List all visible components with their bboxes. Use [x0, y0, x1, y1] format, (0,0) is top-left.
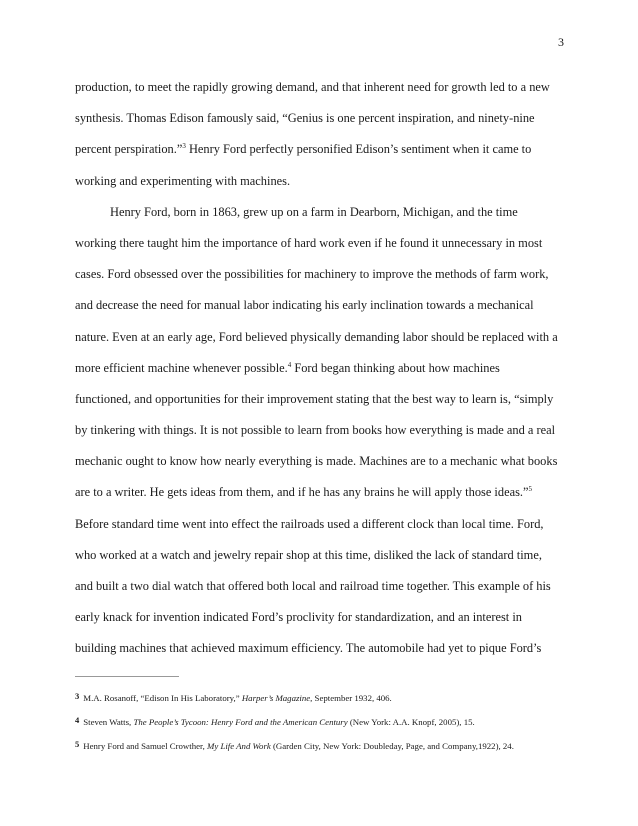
- footnotes: [75, 684, 585, 756]
- text-segment: more efficient machine whenever possible.: [75, 360, 288, 375]
- footnote-number: 3: [75, 691, 80, 701]
- footnote-separator: [75, 676, 179, 677]
- footnote-text: Henry Ford and Samuel Crowther,: [83, 741, 208, 751]
- text-line: [75, 477, 575, 508]
- footnote-4: [75, 708, 585, 732]
- text-line: and built a two dial watch that offered both local and railroad time together. This example of his: [75, 579, 551, 593]
- text-segment: Henry Ford perfectly personified Edison’s sentiment when it came to: [185, 142, 532, 157]
- footnote-title: My Life And Work: [207, 741, 271, 751]
- text-line: synthesis. Thomas Edison famously said, “Genius is one percent inspiration, and ninety-nine: [75, 111, 535, 126]
- text-line: and decrease the need for manual labor indicating his early inclination towards a mechanical: [75, 298, 534, 313]
- body-text: [75, 72, 575, 665]
- footnote-number: 5: [75, 739, 80, 749]
- text-line: mechanic ought to know how nearly everything is made. Machines are to a mechanic what books: [75, 454, 558, 469]
- text-segment: percent perspiration.”: [75, 142, 183, 157]
- footnote-number: 4: [75, 715, 80, 725]
- footnote-text: Steven Watts,: [83, 717, 134, 727]
- text-line: early knack for invention indicated Ford’s proclivity for standardization, and an interest in: [75, 610, 522, 625]
- text-line: Before standard time went into effect the railroads used a different clock than local time. Ford,: [75, 516, 544, 531]
- footnote-text: M.A. Rosanoff, “Edison In His Laboratory,”: [83, 693, 242, 703]
- page-number: 3: [558, 35, 564, 49]
- footnote-title: Harper’s Magazine: [241, 693, 311, 703]
- footnote-5: [75, 732, 585, 756]
- text-line: production, to meet the rapidly growing demand, and that inherent need for growth led to a new: [75, 80, 550, 94]
- footnote-title: The People’s Tycoon: Henry Ford and the American Century: [133, 717, 348, 727]
- footnote-text: (Garden City, New York: Doubleday, Page, and Company,1922), 24.: [270, 741, 514, 751]
- footnote-ref-4[interactable]: 4: [287, 360, 292, 369]
- text-line: [75, 134, 575, 165]
- footnote-text: (New York: A.A. Knopf, 2005), 15.: [347, 717, 475, 727]
- text-line: [75, 353, 575, 384]
- text-segment: are to a writer. He gets ideas from them, and if he has any brains he will apply those ideas.”: [75, 485, 529, 500]
- text-line: functioned, and opportunities for their improvement stating that the best way to learn is, “simply: [75, 391, 554, 406]
- text-line: who worked at a watch and jewelry repair shop at this time, disliked the lack of standard time,: [75, 547, 542, 562]
- footnote-3: [75, 684, 585, 708]
- paragraph-start-line: Henry Ford, born in 1863, grew up on a farm in Dearborn, Michigan, and the time: [110, 204, 518, 219]
- footnote-ref-5[interactable]: 5: [528, 485, 532, 494]
- text-line: nature. Even at an early age, Ford believed physically demanding labor should be replaced with a: [75, 329, 558, 344]
- text-line: cases. Ford obsessed over the possibilities for machinery to improve the methods of farm work,: [75, 267, 549, 282]
- text-line: building machines that achieved maximum efficiency. The automobile had yet to pique Ford’s: [75, 641, 542, 656]
- text-line: by tinkering with things. It is not possible to learn from books how everything is made and a real: [75, 423, 556, 438]
- text-segment: Ford began thinking about how machines: [291, 360, 500, 375]
- footnote-ref-3[interactable]: 3: [182, 142, 186, 151]
- footnote-text: , September 1932, 406.: [310, 693, 392, 703]
- text-line: working and experimenting with machines.: [75, 173, 291, 188]
- text-line: working there taught him the importance of hard work even if he found it unnecessary in most: [75, 235, 543, 250]
